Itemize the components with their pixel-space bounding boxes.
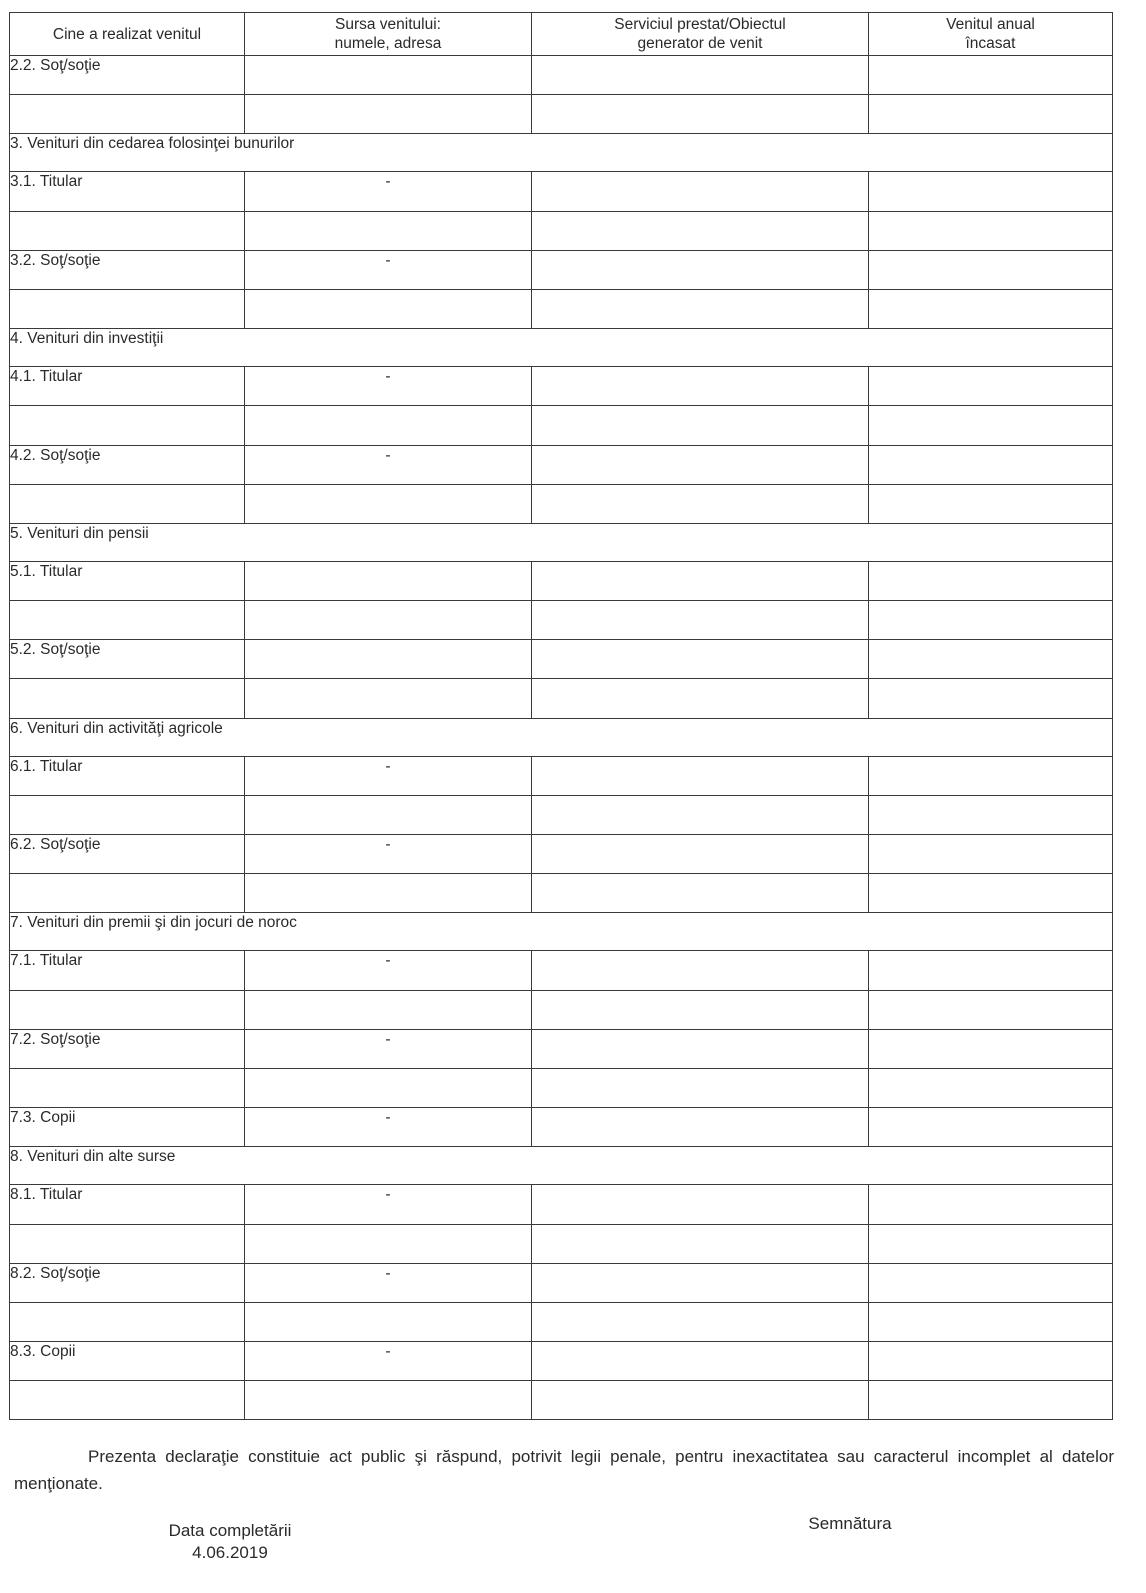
source-cell <box>245 367 532 406</box>
who-cell <box>10 1108 245 1147</box>
source-cell <box>245 1224 532 1263</box>
income-cell-text <box>869 1381 1112 1382</box>
income-cell <box>869 1302 1113 1341</box>
source-cell-text <box>245 1381 531 1382</box>
service-cell <box>532 1263 869 1302</box>
source-cell <box>245 561 532 600</box>
income-cell <box>869 640 1113 679</box>
who-cell-text: 8.1. Titular <box>10 1186 83 1204</box>
source-cell-text: - <box>385 1030 391 1048</box>
income-cell <box>869 679 1113 718</box>
who-cell <box>10 640 245 679</box>
who-cell <box>10 1263 245 1302</box>
income-cell <box>869 1108 1113 1147</box>
who-cell <box>10 484 245 523</box>
who-cell-text: 6.2. Soţ/soţie <box>10 836 101 853</box>
income-cell-text <box>869 874 1112 875</box>
who-cell <box>10 990 245 1029</box>
service-cell <box>532 679 869 718</box>
income-declaration-table <box>9 12 1113 1420</box>
section-header-row <box>10 329 1113 367</box>
table-row <box>10 211 1113 250</box>
income-cell <box>869 1263 1113 1302</box>
source-cell-text <box>245 991 531 992</box>
income-cell-text <box>869 562 1112 563</box>
service-cell <box>532 56 869 95</box>
source-cell <box>245 95 532 134</box>
header-source: Sursa venitului: numele, adresa <box>245 13 532 56</box>
table-row <box>10 640 1113 679</box>
table-row <box>10 250 1113 289</box>
service-cell-text <box>532 640 868 641</box>
header-who: Cine a realizat venitul <box>10 13 245 56</box>
service-cell-text <box>532 1069 868 1070</box>
service-cell-text <box>532 56 868 57</box>
service-cell-text <box>532 485 868 486</box>
who-cell-text <box>10 601 244 602</box>
income-cell <box>869 172 1113 211</box>
income-cell-text <box>869 991 1112 992</box>
section-title-cell <box>10 329 1113 367</box>
who-cell <box>10 756 245 795</box>
service-cell-text <box>532 172 868 173</box>
who-cell <box>10 1185 245 1224</box>
service-cell <box>532 445 869 484</box>
who-cell <box>10 250 245 289</box>
source-cell-text <box>245 874 531 875</box>
service-cell-text <box>532 796 868 797</box>
service-cell <box>532 835 869 874</box>
source-cell-text <box>245 485 531 486</box>
source-cell-text: - <box>385 1109 391 1127</box>
table-row <box>10 406 1113 445</box>
who-cell-text: 8.3. Copii <box>10 1343 76 1361</box>
table-row <box>10 795 1113 834</box>
source-cell <box>245 835 532 874</box>
service-cell-text <box>532 1342 868 1343</box>
income-cell-text <box>869 1342 1112 1343</box>
service-cell-text <box>532 446 868 447</box>
who-cell <box>10 1224 245 1263</box>
income-cell <box>869 951 1113 990</box>
income-cell <box>869 1342 1113 1381</box>
service-cell <box>532 367 869 406</box>
service-cell-text <box>532 1108 868 1109</box>
date-value: 4.06.2019 <box>192 1543 268 1562</box>
source-cell <box>245 56 532 95</box>
section-title: 5. Venituri din pensii <box>10 524 149 542</box>
who-cell <box>10 601 245 640</box>
service-cell <box>532 795 869 834</box>
source-cell-text <box>245 406 531 407</box>
source-cell-text <box>245 562 531 563</box>
income-cell <box>869 367 1113 406</box>
service-cell-text <box>532 835 868 836</box>
service-cell <box>532 561 869 600</box>
who-cell <box>10 406 245 445</box>
service-cell <box>532 756 869 795</box>
source-cell <box>245 679 532 718</box>
source-cell <box>245 406 532 445</box>
income-cell-text <box>869 95 1112 96</box>
service-cell-text <box>532 757 868 758</box>
service-cell-text <box>532 1381 868 1382</box>
source-cell-text <box>245 212 531 213</box>
source-cell-text <box>245 1303 531 1304</box>
service-cell-text <box>532 601 868 602</box>
table-row <box>10 1108 1113 1147</box>
who-cell <box>10 561 245 600</box>
who-cell-text: 5.2. Soţ/soţie <box>10 641 101 659</box>
source-cell <box>245 1342 532 1381</box>
who-cell-text <box>10 290 244 291</box>
source-cell-text: - <box>385 173 391 191</box>
income-cell-text <box>869 835 1112 836</box>
table-row <box>10 484 1113 523</box>
section-header-row <box>10 1147 1113 1185</box>
table-row <box>10 601 1113 640</box>
section-header-row <box>10 523 1113 561</box>
income-cell-text <box>869 172 1112 173</box>
income-cell <box>869 601 1113 640</box>
source-cell-text: - <box>385 952 391 970</box>
service-cell-text <box>532 562 868 563</box>
source-cell <box>245 172 532 211</box>
source-cell-text <box>245 796 531 797</box>
income-cell <box>869 445 1113 484</box>
service-cell-text <box>532 251 868 252</box>
who-cell-text <box>10 212 244 213</box>
table-row <box>10 445 1113 484</box>
service-cell <box>532 1068 869 1107</box>
income-cell-text <box>869 485 1112 486</box>
who-cell-text <box>10 991 244 992</box>
table-row <box>10 756 1113 795</box>
service-cell-text <box>532 1225 868 1226</box>
source-cell <box>245 1263 532 1302</box>
service-cell <box>532 1108 869 1147</box>
source-cell-text: - <box>385 757 391 775</box>
completion-date-block <box>120 1520 340 1564</box>
source-cell <box>245 990 532 1029</box>
table-body <box>10 56 1113 1420</box>
who-cell <box>10 1029 245 1068</box>
who-cell <box>10 1068 245 1107</box>
service-cell-text <box>532 290 868 291</box>
who-cell-text: 3.1. Titular <box>10 173 83 191</box>
source-cell <box>245 211 532 250</box>
service-cell-text <box>532 1030 868 1031</box>
who-cell-text: 4.1. Titular <box>10 368 83 386</box>
section-title: 4. Venituri din investiţii <box>10 330 164 348</box>
income-cell <box>869 990 1113 1029</box>
source-cell <box>245 250 532 289</box>
source-cell-text <box>245 290 531 291</box>
who-cell <box>10 951 245 990</box>
who-cell-text: 4.2. Soţ/soţie <box>10 446 101 464</box>
table-row <box>10 172 1113 211</box>
who-cell <box>10 795 245 834</box>
service-cell <box>532 1342 869 1381</box>
table-row <box>10 1381 1113 1420</box>
who-cell <box>10 835 245 874</box>
table-row <box>10 561 1113 600</box>
table-row <box>10 1068 1113 1107</box>
section-header-row <box>10 718 1113 756</box>
income-cell-text <box>869 1069 1112 1070</box>
who-cell <box>10 289 245 328</box>
income-cell-text <box>869 212 1112 213</box>
service-cell <box>532 406 869 445</box>
table-row <box>10 289 1113 328</box>
source-cell <box>245 289 532 328</box>
income-cell <box>869 484 1113 523</box>
source-cell <box>245 756 532 795</box>
who-cell-text <box>10 406 244 407</box>
income-cell <box>869 1381 1113 1420</box>
source-cell-text: - <box>385 836 391 853</box>
source-cell <box>245 601 532 640</box>
service-cell <box>532 1381 869 1420</box>
source-cell-text: - <box>385 368 391 386</box>
source-cell <box>245 795 532 834</box>
service-cell <box>532 640 869 679</box>
signature-label: Semnătura <box>808 1514 892 1533</box>
service-cell-text <box>532 991 868 992</box>
income-cell-text <box>869 406 1112 407</box>
section-title-cell <box>10 134 1113 172</box>
service-cell <box>532 250 869 289</box>
service-cell <box>532 95 869 134</box>
income-cell <box>869 95 1113 134</box>
source-cell <box>245 1108 532 1147</box>
table-row <box>10 835 1113 874</box>
table-row <box>10 951 1113 990</box>
service-cell-text <box>532 212 868 213</box>
service-cell-text <box>532 367 868 368</box>
table-row <box>10 1029 1113 1068</box>
income-cell-text <box>869 640 1112 641</box>
service-cell-text <box>532 679 868 680</box>
source-cell-text <box>245 601 531 602</box>
who-cell-text <box>10 485 244 486</box>
source-cell <box>245 484 532 523</box>
table-row <box>10 95 1113 134</box>
source-cell <box>245 1068 532 1107</box>
income-cell-text <box>869 251 1112 252</box>
income-cell-text <box>869 1108 1112 1109</box>
table-row <box>10 1185 1113 1224</box>
service-cell <box>532 1029 869 1068</box>
income-cell-text <box>869 446 1112 447</box>
income-cell <box>869 56 1113 95</box>
who-cell-text <box>10 796 244 797</box>
source-cell-text <box>245 1225 531 1226</box>
who-cell <box>10 1342 245 1381</box>
who-cell-text <box>10 95 244 96</box>
date-label: Data completării <box>168 1521 292 1540</box>
source-cell-text: - <box>385 1186 391 1204</box>
source-cell-text <box>245 640 531 641</box>
income-cell <box>869 289 1113 328</box>
income-cell-text <box>869 1303 1112 1304</box>
source-cell-text: - <box>385 1264 391 1282</box>
source-cell <box>245 874 532 913</box>
service-cell <box>532 211 869 250</box>
source-cell-text <box>245 56 531 57</box>
income-cell <box>869 1224 1113 1263</box>
who-cell-text <box>10 1381 244 1382</box>
section-title-cell <box>10 718 1113 756</box>
who-cell <box>10 211 245 250</box>
section-title-cell <box>10 913 1113 951</box>
table-row <box>10 1302 1113 1341</box>
income-cell-text <box>869 56 1112 57</box>
income-cell <box>869 1029 1113 1068</box>
table-row <box>10 56 1113 95</box>
section-title-cell <box>10 1147 1113 1185</box>
who-cell <box>10 1381 245 1420</box>
who-cell-text: 8.2. Soţ/soţie <box>10 1264 101 1282</box>
service-cell <box>532 289 869 328</box>
who-cell <box>10 95 245 134</box>
who-cell-text <box>10 1069 244 1070</box>
income-cell-text <box>869 1185 1112 1186</box>
income-cell-text <box>869 367 1112 368</box>
table-row <box>10 1224 1113 1263</box>
income-cell <box>869 211 1113 250</box>
income-cell <box>869 406 1113 445</box>
income-cell <box>869 874 1113 913</box>
service-cell <box>532 1302 869 1341</box>
section-title: 6. Venituri din activităţi agricole <box>10 719 223 737</box>
section-title: 8. Venituri din alte surse <box>10 1148 176 1166</box>
header-income: Venitul anual încasat <box>869 13 1113 56</box>
income-cell-text <box>869 601 1112 602</box>
section-title: 3. Venituri din cedarea folosinţei bunurilor <box>10 135 295 153</box>
income-cell <box>869 756 1113 795</box>
income-cell-text <box>869 679 1112 680</box>
who-cell <box>10 874 245 913</box>
table-row <box>10 367 1113 406</box>
who-cell-text <box>10 1303 244 1304</box>
service-cell-text <box>532 874 868 875</box>
who-cell-text <box>10 1225 244 1226</box>
who-cell <box>10 1302 245 1341</box>
who-cell <box>10 445 245 484</box>
section-title-cell <box>10 523 1113 561</box>
source-cell <box>245 1029 532 1068</box>
who-cell-text: 5.1. Titular <box>10 562 83 580</box>
who-cell <box>10 679 245 718</box>
who-cell <box>10 172 245 211</box>
income-cell <box>869 835 1113 874</box>
who-cell-text: 2.2. Soţ/soţie <box>10 57 101 74</box>
source-cell-text: - <box>385 1343 391 1361</box>
who-cell-text: 7.1. Titular <box>10 952 83 970</box>
table-row <box>10 679 1113 718</box>
income-cell-text <box>869 1030 1112 1031</box>
income-cell <box>869 1068 1113 1107</box>
service-cell <box>532 1185 869 1224</box>
service-cell <box>532 1224 869 1263</box>
table-row <box>10 1342 1113 1381</box>
source-cell-text: - <box>385 446 391 464</box>
income-cell <box>869 561 1113 600</box>
service-cell <box>532 484 869 523</box>
income-cell-text <box>869 951 1112 952</box>
who-cell-text: 3.2. Soţ/soţie <box>10 251 101 269</box>
who-cell-text <box>10 679 244 680</box>
service-cell <box>532 990 869 1029</box>
header-service: Serviciul prestat/Obiectul generator de venit <box>532 13 869 56</box>
source-cell-text <box>245 679 531 680</box>
source-cell-text <box>245 95 531 96</box>
who-cell-text: 7.3. Copii <box>10 1109 76 1127</box>
declaration-statement: Prezenta declaraţie constituie act public şi răspund, potrivit legii penale, pentru inexactitatea sau caracterul incomplet al datelor menţionate. <box>14 1447 1114 1493</box>
income-cell <box>869 795 1113 834</box>
income-cell-text <box>869 290 1112 291</box>
section-title: 7. Venituri din premii şi din jocuri de noroc <box>10 914 297 932</box>
source-cell <box>245 1381 532 1420</box>
income-cell <box>869 250 1113 289</box>
table-row <box>10 1263 1113 1302</box>
income-cell-text <box>869 757 1112 758</box>
income-cell-text <box>869 1264 1112 1265</box>
table-row <box>10 990 1113 1029</box>
service-cell <box>532 874 869 913</box>
who-cell <box>10 56 245 95</box>
source-cell <box>245 640 532 679</box>
table-header-row <box>10 13 1113 56</box>
service-cell-text <box>532 1264 868 1265</box>
service-cell-text <box>532 406 868 407</box>
who-cell <box>10 367 245 406</box>
who-cell-text: 7.2. Soţ/soţie <box>10 1030 101 1048</box>
service-cell <box>532 172 869 211</box>
source-cell-text: - <box>385 251 391 269</box>
source-cell <box>245 445 532 484</box>
source-cell-text <box>245 1069 531 1070</box>
service-cell-text <box>532 1303 868 1304</box>
section-header-row <box>10 913 1113 951</box>
source-cell <box>245 1185 532 1224</box>
source-cell <box>245 951 532 990</box>
service-cell-text <box>532 951 868 952</box>
section-header-row <box>10 134 1113 172</box>
service-cell <box>532 601 869 640</box>
table-row <box>10 874 1113 913</box>
income-cell <box>869 1185 1113 1224</box>
income-cell-text <box>869 1225 1112 1226</box>
service-cell <box>532 951 869 990</box>
service-cell-text <box>532 1185 868 1186</box>
source-cell <box>245 1302 532 1341</box>
income-cell-text <box>869 796 1112 797</box>
who-cell-text <box>10 874 244 875</box>
service-cell-text <box>532 95 868 96</box>
who-cell-text: 6.1. Titular <box>10 757 83 775</box>
